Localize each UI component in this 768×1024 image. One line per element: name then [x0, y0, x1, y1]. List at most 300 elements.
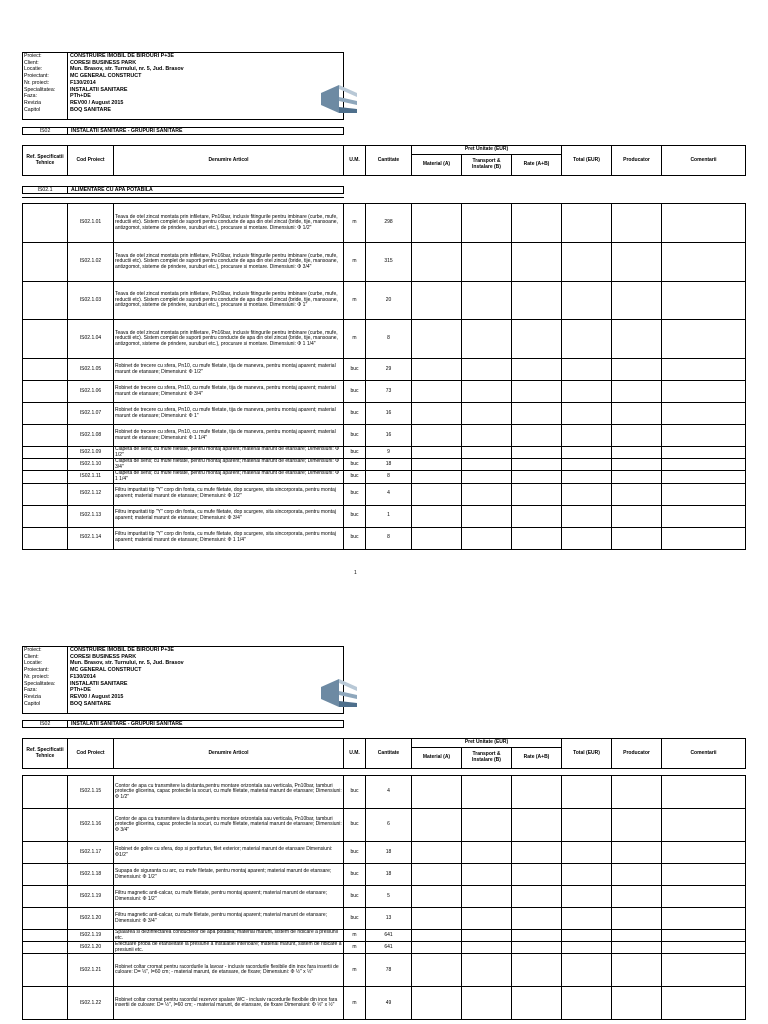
table-row	[23, 527, 746, 549]
ref-cell	[23, 987, 68, 1020]
cant-cell: 8	[366, 527, 412, 549]
project-labels	[23, 53, 68, 119]
den-cell: Robinet coltar cromat pentru racordul rezervor spalare WC - inclusiv racordurile flexibile din inox fara insertii de culoare: D= ½", l=60 cm; - material marunt, de etansare, de fixare Dimensiuni: Φ ½" x ½"	[114, 987, 344, 1020]
prod-cell	[612, 447, 662, 459]
total-cell	[562, 243, 612, 282]
value: MC GENERAL CONSTRUCT	[70, 667, 142, 674]
ref-cell	[23, 359, 68, 381]
cod-cell: IS02.1.19	[68, 930, 114, 942]
table-row	[23, 403, 746, 425]
ref-cell	[23, 282, 68, 320]
rate-cell	[512, 886, 562, 908]
value: BOQ SANITARE	[70, 700, 111, 707]
col-trans: Transport & Instalare (B)	[462, 155, 512, 176]
um-cell: m	[344, 954, 366, 987]
total-cell	[562, 886, 612, 908]
mat-cell	[412, 459, 462, 471]
company-logo	[315, 79, 363, 119]
table-row	[23, 459, 746, 471]
cant-cell: 18	[366, 459, 412, 471]
total-cell	[562, 483, 612, 505]
col-com: Comentarii	[662, 146, 746, 176]
cant-cell: 29	[366, 359, 412, 381]
trans-cell	[462, 403, 512, 425]
rate-cell	[512, 987, 562, 1020]
boq-table-page-1	[22, 203, 746, 550]
ref-cell	[23, 447, 68, 459]
um-cell: buc	[344, 359, 366, 381]
table-row	[23, 359, 746, 381]
ref-cell	[23, 403, 68, 425]
den-cell: Spalarea si dezinfectarea conductelor de apa potabila; material marunt, sistem de ridicare a presiunii etc.	[114, 930, 344, 942]
cod-cell: IS02.1.15	[68, 776, 114, 809]
total-cell	[562, 282, 612, 320]
rate-cell	[512, 359, 562, 381]
com-cell	[662, 381, 746, 403]
total-cell	[562, 987, 612, 1020]
ref-cell	[23, 471, 68, 483]
cant-cell: 8	[366, 320, 412, 359]
com-cell	[662, 864, 746, 886]
label: Proiect:	[24, 647, 42, 653]
table-row	[23, 942, 746, 954]
value: CORESI BUSINESS PARK	[70, 59, 137, 66]
com-cell	[662, 320, 746, 359]
mat-cell	[412, 954, 462, 987]
mat-cell	[412, 942, 462, 954]
total-cell	[562, 359, 612, 381]
col-mat: Material (A)	[412, 748, 462, 769]
den-cell: Robinet de golire cu sfera, dop si portfurtun, filet exterior; material marunt de etansare Dimensiuni: Φ1/2"	[114, 842, 344, 864]
rate-cell	[512, 243, 562, 282]
value: REV00 / August 2015	[70, 99, 124, 106]
project-labels	[23, 647, 68, 713]
prod-cell	[612, 942, 662, 954]
trans-cell	[462, 204, 512, 243]
prod-cell	[612, 527, 662, 549]
com-cell	[662, 930, 746, 942]
com-cell	[662, 809, 746, 842]
mat-cell	[412, 809, 462, 842]
col-ref: Ref. Specificatii Tehnice	[23, 146, 68, 176]
ref-cell	[23, 505, 68, 527]
cant-cell: 73	[366, 381, 412, 403]
cant-cell: 641	[366, 942, 412, 954]
cod-cell: IS02.1.18	[68, 864, 114, 886]
table-row	[23, 425, 746, 447]
chapter-code: IS02	[23, 721, 68, 727]
value: REV00 / August 2015	[70, 693, 124, 700]
value: PTh+DE	[70, 687, 91, 694]
um-cell: buc	[344, 403, 366, 425]
table-row	[23, 447, 746, 459]
um-cell: buc	[344, 809, 366, 842]
mat-cell	[412, 842, 462, 864]
label: Proiectant:	[24, 73, 49, 80]
cod-cell: IS02.1.20	[68, 908, 114, 930]
label: Specialitatea:	[24, 680, 56, 687]
den-cell: Teava de otel zincat montata prin infiletare, Pn16bar, inclusiv fitingurile pentru imbinare (curbe, mufe, reductii etc). Sistem complet de suporti pentru conducte de apa din otel zincat (bride, tije, mansoane, antizgomot, sisteme de prindere, suruburi etc.), procurare si montare. Dimensiuni: Φ 1"	[114, 282, 344, 320]
prod-cell	[612, 809, 662, 842]
cant-cell: 49	[366, 987, 412, 1020]
rate-cell	[512, 483, 562, 505]
col-com: Comentarii	[662, 739, 746, 769]
trans-cell	[462, 447, 512, 459]
cant-cell: 13	[366, 908, 412, 930]
cant-cell: 6	[366, 809, 412, 842]
table-row	[23, 776, 746, 809]
project-values	[69, 647, 309, 707]
mat-cell	[412, 864, 462, 886]
prod-cell	[612, 842, 662, 864]
col-um: U.M.	[344, 146, 366, 176]
rate-cell	[512, 942, 562, 954]
table-row	[23, 204, 746, 243]
rate-cell	[512, 282, 562, 320]
total-cell	[562, 842, 612, 864]
total-cell	[562, 403, 612, 425]
value: INSTALATII SANITARE	[70, 86, 128, 93]
trans-cell	[462, 942, 512, 954]
col-cant: Cantitate	[366, 739, 412, 769]
prod-cell	[612, 282, 662, 320]
mat-cell	[412, 320, 462, 359]
prod-cell	[612, 425, 662, 447]
um-cell: buc	[344, 459, 366, 471]
total-cell	[562, 320, 612, 359]
com-cell	[662, 359, 746, 381]
com-cell	[662, 204, 746, 243]
ref-cell	[23, 776, 68, 809]
ref-cell	[23, 809, 68, 842]
prod-cell	[612, 320, 662, 359]
cant-cell: 4	[366, 483, 412, 505]
cant-cell: 8	[366, 471, 412, 483]
mat-cell	[412, 527, 462, 549]
trans-cell	[462, 908, 512, 930]
table-row	[23, 282, 746, 320]
rate-cell	[512, 527, 562, 549]
cod-cell: IS02.1.01	[68, 204, 114, 243]
section-title: ALIMENTARE CU APA POTABILA	[71, 187, 153, 193]
ref-cell	[23, 864, 68, 886]
com-cell	[662, 282, 746, 320]
total-cell	[562, 204, 612, 243]
total-cell	[562, 527, 612, 549]
cod-cell: IS02.1.14	[68, 527, 114, 549]
mat-cell	[412, 282, 462, 320]
den-cell: Filtru magnetic anti-calcar, cu mufe filetate, pentru montaj aparent; material marunt de etansare; Dimensiuni: Φ 1/2"	[114, 886, 344, 908]
rate-cell	[512, 403, 562, 425]
table-row	[23, 320, 746, 359]
table-row	[23, 930, 746, 942]
ref-cell	[23, 204, 68, 243]
um-cell: m	[344, 204, 366, 243]
den-cell: Robinet de trecere cu sfera, Pn10, cu mufe filetate, tija de manevra, pentru montaj aparent; material marunt de etansare; Dimensiuni: Φ 1"	[114, 403, 344, 425]
cod-cell: IS02.1.17	[68, 842, 114, 864]
um-cell: buc	[344, 483, 366, 505]
value: F130/2014	[70, 79, 96, 86]
label: Proiectant:	[24, 667, 49, 674]
mat-cell	[412, 471, 462, 483]
mat-cell	[412, 886, 462, 908]
um-cell: buc	[344, 425, 366, 447]
ref-cell	[23, 886, 68, 908]
den-cell: Clapeta de sens; cu mufe filetate, pentru montaj aparent; material marunt de etansare; Dimensiuni: Φ 1/2"	[114, 447, 344, 459]
rate-cell	[512, 809, 562, 842]
project-info-block	[22, 646, 344, 714]
rate-cell	[512, 471, 562, 483]
project-values	[69, 53, 309, 113]
rate-cell	[512, 908, 562, 930]
ref-cell	[23, 381, 68, 403]
label: Faza:	[24, 687, 37, 694]
table-row	[23, 381, 746, 403]
um-cell: buc	[344, 842, 366, 864]
total-cell	[562, 447, 612, 459]
ref-cell	[23, 930, 68, 942]
den-cell: Teava de otel zincat montata prin infiletare, Pn16bar, inclusiv fitingurile pentru imbinare (curbe, mufe, reductii etc). Sistem complet de suporti pentru conducte de apa din otel zincat (bride, tije, mansoane, antizgomot, sisteme de prindere, suruburi etc.), procurare si montare. Dimensiuni: Φ 1/2"	[114, 204, 344, 243]
label: Capitol	[24, 106, 41, 113]
page-number: 1	[354, 570, 357, 576]
rate-cell	[512, 954, 562, 987]
table-row	[23, 987, 746, 1020]
trans-cell	[462, 776, 512, 809]
cant-cell: 78	[366, 954, 412, 987]
chapter-title: INSTALATII SANITARE - GRUPURI SANITARE	[71, 128, 183, 134]
cant-cell: 20	[366, 282, 412, 320]
value: CONSTRUIRE IMOBIL DE BIROURI P+3E	[70, 53, 174, 59]
prod-cell	[612, 459, 662, 471]
total-cell	[562, 381, 612, 403]
com-cell	[662, 842, 746, 864]
trans-cell	[462, 886, 512, 908]
den-cell: Clapeta de sens; cu mufe filetate, pentru montaj aparent; material marunt de etansare; Dimensiuni: Φ 1 1/4"	[114, 471, 344, 483]
um-cell: buc	[344, 505, 366, 527]
prod-cell	[612, 930, 662, 942]
ref-cell	[23, 842, 68, 864]
label: Revizia	[24, 99, 42, 106]
trans-cell	[462, 243, 512, 282]
prod-cell	[612, 243, 662, 282]
chapter-bar	[22, 127, 344, 135]
value: MC GENERAL CONSTRUCT	[70, 73, 142, 80]
prod-cell	[612, 776, 662, 809]
com-cell	[662, 987, 746, 1020]
total-cell	[562, 459, 612, 471]
label: Capitol	[24, 700, 41, 707]
trans-cell	[462, 471, 512, 483]
value: CONSTRUIRE IMOBIL DE BIROURI P+3E	[70, 647, 174, 653]
mat-cell	[412, 243, 462, 282]
rate-cell	[512, 381, 562, 403]
den-cell: Teava de otel zincat montata prin infiletare, Pn16bar, inclusiv fitingurile pentru imbinare (curbe, mufe, reductii etc). Sistem complet de suporti pentru conducte de apa din otel zincat (bride, tije, mansoane, antizgomot, sisteme de prindere, suruburi etc.), procurare si montare. Dimensiuni: Φ 1 1/4"	[114, 320, 344, 359]
label: Locatie:	[24, 66, 43, 73]
prod-cell	[612, 471, 662, 483]
trans-cell	[462, 930, 512, 942]
mat-cell	[412, 381, 462, 403]
com-cell	[662, 425, 746, 447]
total-cell	[562, 505, 612, 527]
trans-cell	[462, 842, 512, 864]
chapter-bar	[22, 720, 344, 728]
prod-cell	[612, 483, 662, 505]
value: Mun. Brasov, str. Turnului, nr. 5, Jud. Brasov	[70, 66, 184, 73]
cod-cell: IS02.1.19	[68, 886, 114, 908]
table-row	[23, 954, 746, 987]
company-logo	[315, 673, 363, 713]
total-cell	[562, 930, 612, 942]
cod-cell: IS02.1.12	[68, 483, 114, 505]
value: Mun. Brasov, str. Turnului, nr. 5, Jud. Brasov	[70, 660, 184, 667]
den-cell: Clapeta de sens; cu mufe filetate, pentru montaj aparent; material marunt de etansare; Dimensiuni: Φ 3/4"	[114, 459, 344, 471]
col-pret: Pret Unitate (EUR)	[412, 146, 562, 155]
total-cell	[562, 954, 612, 987]
cod-cell: IS02.1.02	[68, 243, 114, 282]
com-cell	[662, 243, 746, 282]
mat-cell	[412, 403, 462, 425]
project-info-block	[22, 52, 344, 120]
table-row	[23, 809, 746, 842]
col-den: Denumire Articol	[114, 146, 344, 176]
mat-cell	[412, 776, 462, 809]
mat-cell	[412, 425, 462, 447]
um-cell: m	[344, 987, 366, 1020]
um-cell: buc	[344, 381, 366, 403]
com-cell	[662, 908, 746, 930]
col-cant: Cantitate	[366, 146, 412, 176]
den-cell: Robinet coltar cromat pentru racordurile la lavoar - inclusiv racordurile flexibile din inox fara insertii de culoare: D= ½", l=60 cm; - material marunt, de etansare, de fixare; Dimensiuni: Φ ½" x ½"	[114, 954, 344, 987]
um-cell: buc	[344, 886, 366, 908]
prod-cell	[612, 505, 662, 527]
total-cell	[562, 942, 612, 954]
cod-cell: IS02.1.20	[68, 942, 114, 954]
den-cell: Filtru impuritati tip "Y" corp din fonta, cu mufe filetate, dop scurgere, sita sincorporata, pentru montaj aparent; material marunt de etansare; Dimensiuni: Φ 1/2"	[114, 483, 344, 505]
den-cell: Robinet de trecere cu sfera, Pn10, cu mufe filetate, tija de manevra, pentru montaj aparent; material marunt de etansare; Dimensiuni: Φ 3/4"	[114, 381, 344, 403]
mat-cell	[412, 987, 462, 1020]
label: Nr. proiect:	[24, 79, 50, 86]
cod-cell: IS02.1.05	[68, 359, 114, 381]
value: PTh+DE	[70, 93, 91, 100]
den-cell: Filtru magnetic anti-calcar, cu mufe filetate, pentru montaj aparent; material marunt de etansare; Dimensiuni: Φ 3/4"	[114, 908, 344, 930]
table-row	[23, 471, 746, 483]
trans-cell	[462, 425, 512, 447]
cod-cell: IS02.1.22	[68, 987, 114, 1020]
value: INSTALATII SANITARE	[70, 680, 128, 687]
com-cell	[662, 447, 746, 459]
com-cell	[662, 954, 746, 987]
mat-cell	[412, 447, 462, 459]
boq-header-table	[22, 145, 746, 176]
cant-cell: 641	[366, 930, 412, 942]
den-cell: Contor de apa cu transmitere la distanta,pentru montare orizontala sau verticala, Pn10bar, tamburi protectie glicerina, capac protectie la socuri, cu mufe filetate, material marunt de etansare; Dimensiuni: Φ 1/2"	[114, 776, 344, 809]
trans-cell	[462, 282, 512, 320]
label: Client:	[24, 653, 39, 660]
trans-cell	[462, 505, 512, 527]
ref-cell	[23, 908, 68, 930]
col-rate: Rate (A+B)	[512, 155, 562, 176]
rate-cell	[512, 842, 562, 864]
col-den: Denumire Articol	[114, 739, 344, 769]
um-cell: m	[344, 243, 366, 282]
cant-cell: 4	[366, 776, 412, 809]
com-cell	[662, 403, 746, 425]
prod-cell	[612, 381, 662, 403]
table-row	[23, 908, 746, 930]
cod-cell: IS02.1.06	[68, 381, 114, 403]
com-cell	[662, 459, 746, 471]
table-row	[23, 483, 746, 505]
cod-cell: IS02.1.13	[68, 505, 114, 527]
den-cell: Robinet de trecere cu sfera, Pn10, cu mufe filetate, tija de manevra, pentru montaj aparent; material marunt de etansare; Dimensiuni: Φ 1 1/4"	[114, 425, 344, 447]
trans-cell	[462, 954, 512, 987]
com-cell	[662, 942, 746, 954]
prod-cell	[612, 359, 662, 381]
trans-cell	[462, 527, 512, 549]
total-cell	[562, 471, 612, 483]
boq-header-table	[22, 738, 746, 769]
cod-cell: IS02.1.09	[68, 447, 114, 459]
col-total: Total (EUR)	[562, 739, 612, 769]
um-cell: buc	[344, 776, 366, 809]
mat-cell	[412, 359, 462, 381]
trans-cell	[462, 809, 512, 842]
total-cell	[562, 425, 612, 447]
rate-cell	[512, 864, 562, 886]
ref-cell	[23, 527, 68, 549]
rate-cell	[512, 447, 562, 459]
cod-cell: IS02.1.11	[68, 471, 114, 483]
table-row	[23, 842, 746, 864]
prod-cell	[612, 908, 662, 930]
trans-cell	[462, 864, 512, 886]
trans-cell	[462, 381, 512, 403]
cant-cell: 298	[366, 204, 412, 243]
den-cell: Efectuare proba de etanseitate la presiune a instalatiei interioare; material marunt, sistem de ridicare a presiunii etc.	[115, 941, 342, 953]
col-cod: Cod Proiect	[68, 739, 114, 769]
label: Specialitatea:	[24, 86, 56, 93]
label: Nr. proiect:	[24, 673, 50, 680]
com-cell	[662, 505, 746, 527]
cod-cell: IS02.1.07	[68, 403, 114, 425]
total-cell	[562, 908, 612, 930]
table-row	[23, 243, 746, 282]
trans-cell	[462, 459, 512, 471]
cant-cell: 16	[366, 425, 412, 447]
rate-cell	[512, 505, 562, 527]
um-cell: m	[344, 320, 366, 359]
um-cell: buc	[344, 527, 366, 549]
den-cell: Filtru impuritati tip "Y" corp din fonta, cu mufe filetate, dop scurgere, sita sincorporata, pentru montaj aparent; material marunt de etansare; Dimensiuni: Φ 1 1/4"	[114, 527, 344, 549]
cant-cell: 18	[366, 864, 412, 886]
ref-cell	[23, 243, 68, 282]
com-cell	[662, 471, 746, 483]
ref-cell	[23, 320, 68, 359]
col-total: Total (EUR)	[562, 146, 612, 176]
cod-cell: IS02.1.03	[68, 282, 114, 320]
prod-cell	[612, 204, 662, 243]
col-pret: Pret Unitate (EUR)	[412, 739, 562, 748]
trans-cell	[462, 987, 512, 1020]
cod-cell: IS02.1.10	[68, 459, 114, 471]
prod-cell	[612, 403, 662, 425]
divider	[22, 197, 344, 198]
com-cell	[662, 776, 746, 809]
den-cell: Teava de otel zincat montata prin infiletare, Pn16bar, inclusiv fitingurile pentru imbinare (curbe, mufe, reductii etc). Sistem complet de suporti pentru conducte de apa din otel zincat (bride, tije, mansoane, antizgomot, sisteme de prindere, suruburi etc.), procurare si montare. Dimensiuni: Φ 3/4"	[114, 243, 344, 282]
trans-cell	[462, 320, 512, 359]
cant-cell: 315	[366, 243, 412, 282]
mat-cell	[412, 204, 462, 243]
